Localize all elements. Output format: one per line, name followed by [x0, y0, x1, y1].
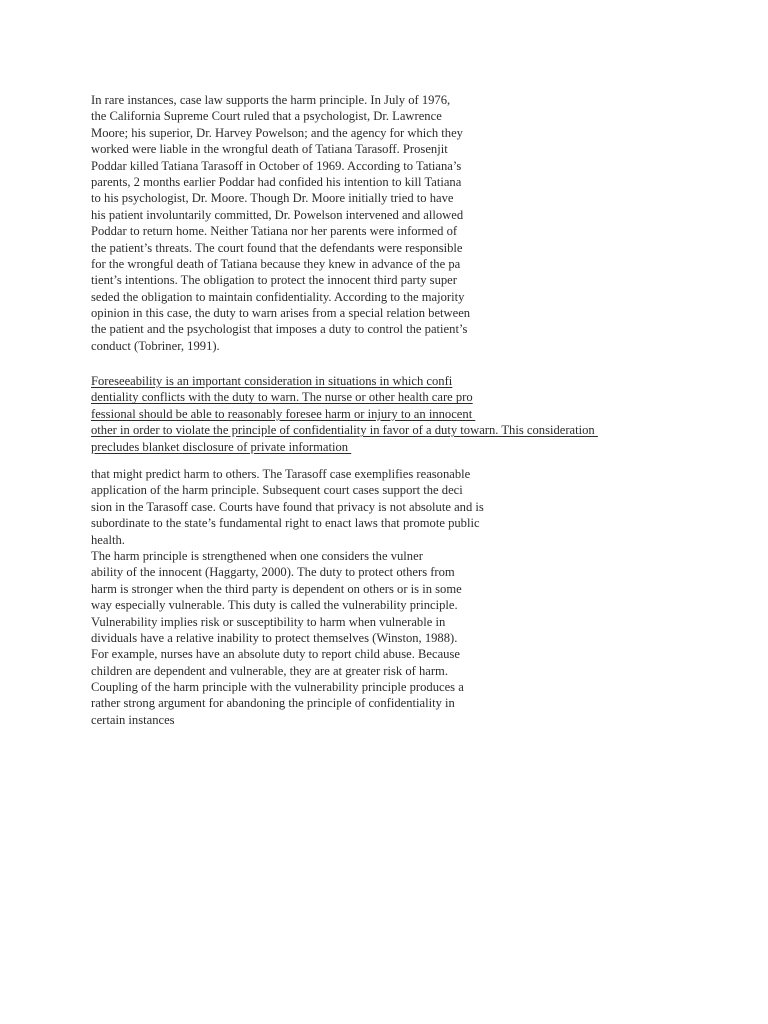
text-line: certain instances [91, 712, 175, 727]
text-line: Poddar to return home. Neither Tatiana nor her parents were informed of [91, 224, 458, 239]
text-line: For example, nurses have an absolute duty to report child abuse. Because [91, 647, 460, 662]
text-line: subordinate to the state’s fundamental right to enact laws that promote public [91, 516, 480, 531]
text-line: Moore; his superior, Dr. Harvey Powelson; and the agency for which they [91, 125, 463, 140]
text-line: parents, 2 months earlier Poddar had confided his intention to kill Tatiana [91, 174, 462, 189]
text-line: rather strong argument for abandoning the principle of confidentiality in [91, 696, 455, 711]
text-line: Vulnerability implies risk or susceptibility to harm when vulnerable in [91, 614, 446, 629]
text-line: Poddar killed Tatiana Tarasoff in October of 1969. According to Tatiana’s [91, 158, 462, 173]
underlined-text-line: precludes blanket disclosure of private information [91, 439, 352, 454]
text-line: dividuals have a relative inability to protect themselves (Winston, 1988). [91, 630, 458, 645]
underlined-text-line: other in order to violate the principle of confidentiality in favor of a duty towarn. This consideration [91, 423, 598, 438]
text-line: for the wrongful death of Tatiana because they knew in advance of the pa [91, 256, 461, 271]
text-line: harm is stronger when the third party is dependent on others or is in some [91, 581, 462, 596]
underlined-text-line: fessional should be able to reasonably foresee harm or injury to an innocent [91, 406, 476, 421]
text-line: Coupling of the harm principle with the vulnerability principle produces a [91, 680, 464, 695]
underlined-text-line: dentiality conflicts with the duty to warn. The nurse or other health care pro [91, 390, 473, 405]
text-line: health. [91, 532, 125, 547]
paragraph-foreseeability-underlined [91, 373, 598, 455]
text-line: way especially vulnerable. This duty is called the vulnerability principle. [91, 598, 458, 613]
text-line: ability of the innocent (Haggarty, 2000). The duty to protect others from [91, 565, 455, 580]
text-line: In rare instances, case law supports the harm principle. In July of 1976, [91, 93, 451, 107]
text-line: the patient and the psychologist that imposes a duty to control the patient’s [91, 322, 468, 337]
text-line: to his psychologist, Dr. Moore. Though Dr. Moore initially tried to have [91, 191, 454, 206]
text-line: the patient’s threats. The court found that the defendants were responsible [91, 240, 463, 255]
text-line: worked were liable in the wrongful death of Tatiana Tarasoff. Prosenjit [91, 142, 448, 157]
text-line: sion in the Tarasoff case. Courts have found that privacy is not absolute and is [91, 499, 484, 514]
paragraph-vulnerability-principle [91, 466, 484, 728]
text-line: application of the harm principle. Subsequent court cases support the deci [91, 483, 463, 498]
text-line: the California Supreme Court ruled that a psychologist, Dr. Lawrence [91, 109, 442, 124]
text-line: The harm principle is strengthened when one considers the vulner [91, 548, 423, 563]
text-line: seded the obligation to maintain confidentiality. According to the majority [91, 289, 465, 304]
text-line: his patient involuntarily committed, Dr. Powelson intervened and allowed [91, 207, 464, 222]
text-line: opinion in this case, the duty to warn arises from a special relation between [91, 306, 471, 321]
text-line: tient’s intentions. The obligation to protect the innocent third party super [91, 273, 457, 288]
text-line: that might predict harm to others. The Tarasoff case exemplifies reasonable [91, 467, 471, 481]
paragraph-harm-principle-case-law [91, 92, 470, 354]
text-line: children are dependent and vulnerable, they are at greater risk of harm. [91, 663, 449, 678]
text-line: conduct (Tobriner, 1991). [91, 338, 220, 353]
underlined-text-line: Foreseeability is an important consideration in situations in which confi [91, 374, 453, 388]
